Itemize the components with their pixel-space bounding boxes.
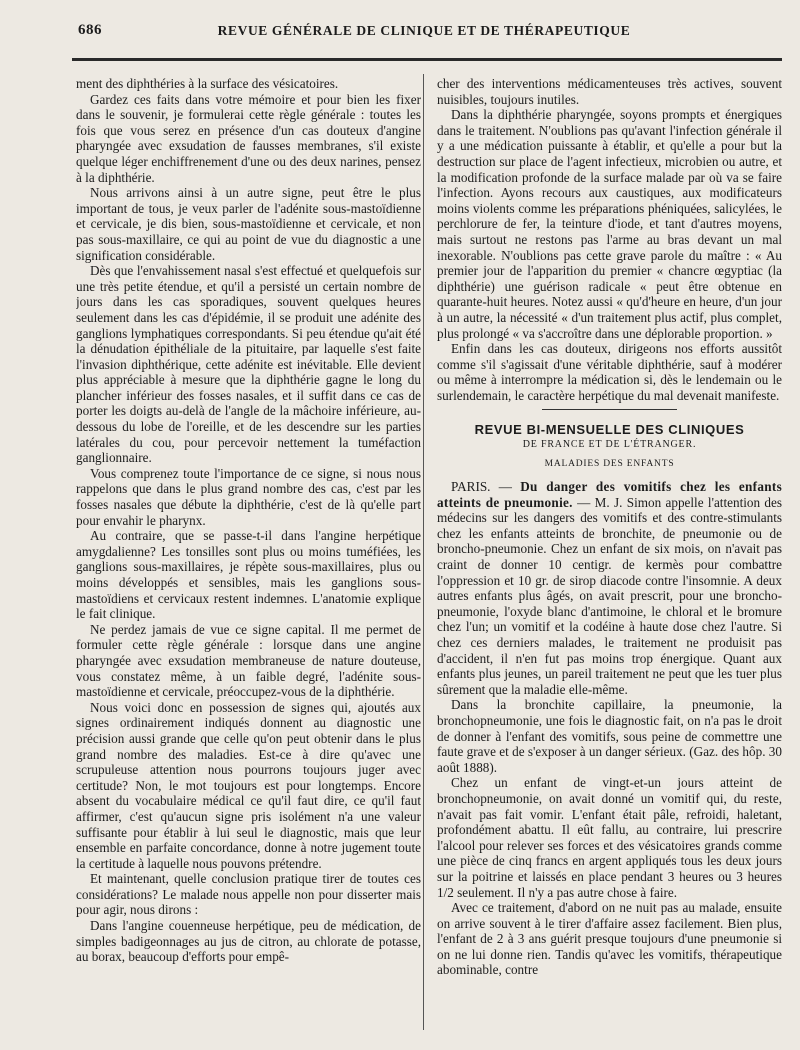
paragraph: Chez un enfant de vingt-et-un jours atteint de bronchopneumonie, on avait donné un vomitif qui, du reste, n'avait pas fait vomir. L'enfant était pâle, refroidi, haletant, profondément abattu. Il eût fallu, au contraire, lui prescrire l'alcool pour relever ses forces et des vésicatoires grands comme une pièce de cinq francs en argent appliqués tous les deux jours sur la poitrine et laissés en place pendant 3 heures ou 3 heures 1/2 seulement. Il n'y a pas autre chose à faire. (437, 775, 782, 900)
paragraph: Nous voici donc en possession de signes qui, ajoutés aux signes ordinairement indiqués donnent au diagnostic une précision aussi grande que celle qu'on peut obtenir dans le plus grand nombre des maladies. Est-ce à dire qu'avec une scrupuleuse attention nous pourrons toujours juger avec certitude? Non, le mot toujours est pour longtemps. Encore absent du vocabulaire médical ce qu'il faut dire, ce qu'il faut affirmer, c'est qu'aucun signe pris isolément n'a une valeur suffisante pour établir à lui seul le diagnostic, mais que leur ensemble en parfaite concordance, donne à notre jugement toute la certitude à laquelle nous pouvons prétendre. (76, 699, 421, 871)
paragraph: Dès que l'envahissement nasal s'est effectué et quelquefois sur une très petite étendue, et qu'il a persisté un certain nombre de jours dans les cas sporadiques, souvent quelques heures seulement dans les cas d'épidémie, il se produit une adénite des ganglions lymphatiques correspondants. Si peu étendue qu'ait été la dénudation épithéliale de la pituitaire, par laquelle s'est faite l'invasion diphthérique, cette adénite est inévitable. Elle devient plus appréciable à mesure que la diphthérie gagne le long du plancher inférieur des fosses nasales, et il suffit dans ce cas de porter les doigts au-delà de l'angle de la mâchoire inférieure, au-dessous du lobe de l'oreille, et de les descendre sur les parties latérales du cou, pour percevoir nettement la tuméfaction ganglionnaire. (76, 263, 421, 466)
paragraph: Dans l'angine couenneuse herpétique, peu de médication, de simples badigeonnages au jus de citron, au chlorate de potasse, au borax, beaucoup d'efforts pour empê- (76, 918, 421, 965)
paragraph: Avec ce traitement, d'abord on ne nuit pas au malade, ensuite on arrive souvent à le tirer d'affaire assez facilement. Bien plus, l'enfant de 2 à 3 ans guérit presque toujours d'une pneumonie si on ne lui donne rien. Tandis qu'avec les vomitifs, thérapeutique abominable, contre (437, 900, 782, 978)
header-rule (72, 58, 782, 61)
paragraph: Dans la bronchite capillaire, la pneumonie, la bronchopneumonie, une fois le diagnostic fait, on n'a pas le droit de donner à l'enfant des vomitifs, sous peine de commettre une faute grave et de s'exposer à un danger sérieux. (Gaz. des hôp. 30 août 1888). (437, 697, 782, 775)
page-header (70, 22, 778, 46)
running-title: REVUE GÉNÉRALE DE CLINIQUE ET DE THÉRAPEUTIQUE (217, 23, 631, 38)
section-separator (542, 409, 677, 410)
lead-city: PARIS. (451, 479, 491, 495)
right-column (437, 76, 782, 1036)
paragraph: Ne perdez jamais de vue ce signe capital. Il me permet de formuler cette règle générale : lorsque dans une angine pharyngée avec exsudation membraneuse de nature douteuse, vous constatez même, à un faible degré, l'adénite sous-mastoïdienne et cervicale, préoccupez-vous de la diphthérie. (76, 621, 421, 700)
section-title: REVUE BI-MENSUELLE DES CLINIQUES (474, 422, 745, 438)
lead-dash: — (490, 479, 521, 495)
article-headline: Du danger des vomitifs chez les enfants atteints de pneumonie. (437, 479, 782, 510)
paragraph: Gardez ces faits dans votre mémoire et pour bien les fixer dans le souvenir, je formulerai cette règle générale : toutes les fois que vous serez en présence d'un cas douteux d'angine pharyngée avec exsudation de fausses membranes, s'il existe quelque léger enchiffrenement d'une ou des deux narines, pensez à la diphthérie. (76, 91, 421, 185)
left-column (76, 76, 421, 1036)
paragraph: cher des interventions médicamenteuses très actives, souvent nuisibles, toujours inutiles. (437, 76, 782, 107)
section-subtitle: DE FRANCE ET DE L'ÉTRANGER. (522, 439, 697, 451)
section-rubric: MALADIES DES ENFANTS (544, 459, 675, 470)
paragraph: Au contraire, que se passe-t-il dans l'angine herpétique amygdalienne? Les tonsilles sont plus ou moins tuméfiées, les ganglions sous-maxillaires, je répète sous-maxillaires, plus ou moins développés et sensibles, mais les ganglions sous-mastoïdiens et cervicaux restent indemnes. L'anatomie explique le fait clinique. (76, 528, 421, 622)
paragraph: Nous arrivons ainsi à un autre signe, peut être le plus important de tous, je veux parler de l'adénite sous-mastoïdienne et cervicale, je dis bien, sous-mastoïdienne et cervicale, et non pas sous-maxillaire, ce qui au point de vue du diagnostic a une signification considérable. (76, 185, 421, 263)
paragraph: ment des diphthéries à la surface des vésicatoires. (76, 76, 339, 91)
paragraph: Enfin dans les cas douteux, dirigeons nos efforts aussitôt comme s'il s'agissait d'une véritable diphthérie, sauf à modérer ou même à interrompre la médication si, dès le lendemain ou le surlendemain, le caractère herpétique du mal devenait manifeste. (437, 341, 782, 403)
page-number: 686 (78, 22, 102, 38)
paragraph: Dans la diphthérie pharyngée, soyons prompts et énergiques dans le traitement. N'oublions pas qu'avant l'infection générale il y a une médication puissante à établir, et qu'elle a pour but la destruction sur place de l'agent infectieux, microbien ou autre, et la modification profonde de la surface malade par où va se faire l'infection. Ayons recours aux caustiques, aux modificateurs moins violents comme les préparations phéniquées, salicylées, le perchlorure de fer, la teinture d'iode, et tant d'autres moyens, mais surtout ne restons pas l'arme au bras devant un mal inexorable. N'oublions pas cette grave parole du maître : « Au premier jour de l'apparition du premier « chancre œgyptiac (la diphthérie) une guérison radicale « peut être obtenue en quarante-huit heures. Notez aussi « qu'd'heure en heure, d'un jour à un autre, la nécessité « d'un traitement plus actif, plus complet, plus prolongé « va s'accroître dans une déplorable proportion. » (437, 107, 782, 341)
paragraph: Et maintenant, quelle conclusion pratique tirer de toutes ces considérations? Le malade nous appelle non pour disserter mais pour agir, nous dirons : (76, 871, 421, 918)
column-divider (423, 74, 424, 1030)
lead-text: — M. J. Simon appelle l'attention des médecins sur les dangers des vomitifs et des contre-stimulants chez les enfants atteints de bronchite, de pneumonie ou de broncho-pneumonie. Chez un enfant de six mois, on n'avait pas craint de donner 10 centigr. de kermès pour combattre l'oppression et 10 gr. de sirop diacode contre l'insomnie. A deux autres enfants plus âgés, on avait prescrit, pour une broncho-pneumonie, l'oxyde blanc d'antimoine, le chloral et le bromure chez l'un; un vomitif et la codéine à haute dose chez l'autre. Si chez ces derniers malades, le traitement ne produisit pas d'accident, il n'en fut pas moins trop énergique. Quant aux enfants plus jeunes, un pareil traitement ne peut que les tuer plus sûrement que la maladie elle-même. (437, 494, 782, 697)
lead-paragraph (437, 479, 782, 697)
paragraph: Vous comprenez toute l'importance de ce signe, si nous nous rappelons que dans le plus grand nombre des cas, c'est par les fosses nasales que débute la diphthérie, c'est de là qu'elle part pour envahir le pharynx. (76, 465, 421, 528)
